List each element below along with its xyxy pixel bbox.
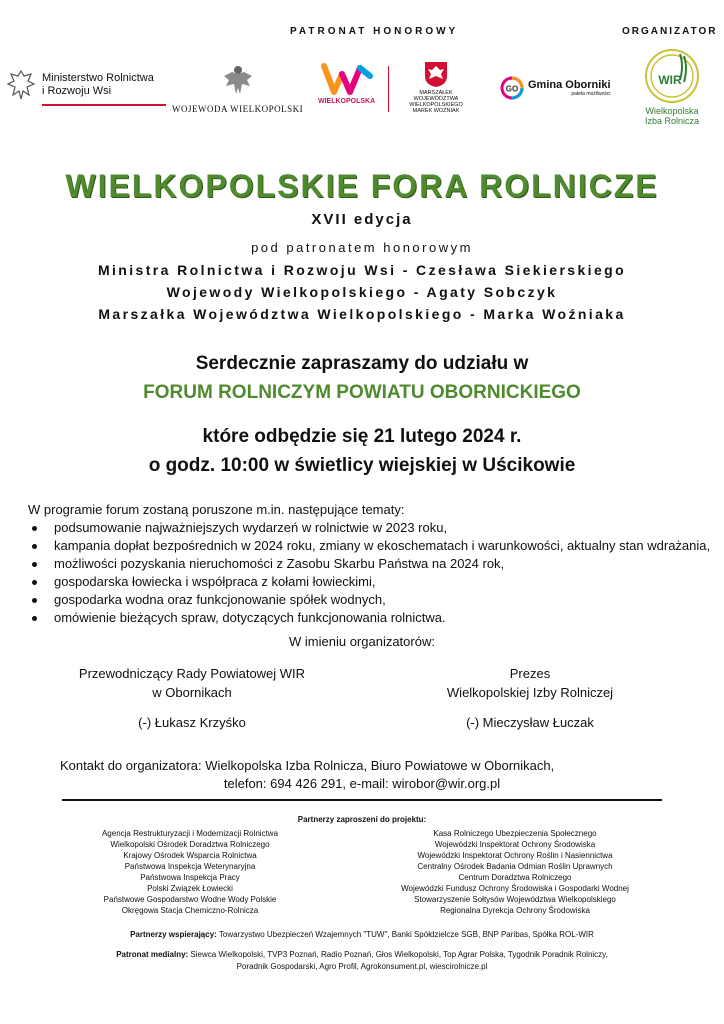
marszalek-line3: WIELKOPOLSKIEGO [409,102,463,108]
wheat-ring-icon [640,46,704,104]
white-eagle-icon [6,68,36,102]
topic-text: możliwości pozyskania nieruchomości z Zasobu Skarbu Państwa na 2024 rok, [54,556,505,571]
bullet-icon [32,526,37,531]
contact-line2: telefon: 694 426 291, e-mail: wirobor@wir.org.pl [223,776,501,791]
invitation-line: Serdecznie zapraszamy do udziału w [195,353,529,374]
left-signatory-title [62,664,322,702]
media-patronage [0,950,724,959]
edition-label: XVII edycja [311,211,413,228]
list-item: Centralny Ośrodek Badania Odmian Roślin Uprawnych [417,862,613,871]
list-item: Stowarzyszenie Sołtysów Województwa Wielkopolskiego [414,895,616,904]
marszalek-line4: MAREK WOŹNIAK [412,108,460,114]
ministry-name-line2: i Rozwoju Wsi [42,85,112,97]
list-item: Wojewódzki Fundusz Ochrony Środowiska i Gospodarki Wodnej [401,884,629,893]
media-label: Patronat medialny: [116,950,189,959]
divider-line [62,799,662,801]
wielkopolska-w-icon [320,62,374,96]
list-item: Kasa Rolniczego Ubezpieczenia Społecznego [433,829,597,838]
wir-name-line2: Izba Rolnicza [644,116,700,126]
wir-logo [640,46,704,126]
wojewoda-name: WOJEWODA WIELKOPOLSKI [172,104,304,114]
supporting-text: Towarzystwo Ubezpieczeń Wzajemnych "TUW", Banki Spółdzielcze SGB, BNP Paribas, Spółka ROL-WIR [216,930,594,939]
patron-minister: Ministra Rolnictwa i Rozwoju Wsi - Czesława Siekierskiego [97,262,627,278]
list-item: Polski Związek Łowiecki [147,884,233,893]
list-item: Wojewódzki Inspektorat Ochrony Środowiska [434,840,596,849]
topic-text: omówienie bieżących spraw, dotyczących funkcjonowania rolnictwa. [54,610,446,625]
patronage-intro: pod patronatem honorowym [251,240,473,255]
main-title: WIELKOPOLSKIE FORA ROLNICZE [65,168,659,204]
patron-marszalek: Marszałka Województwa Wielkopolskiego - Marka Woźniaka [98,306,626,322]
event-date: które odbędzie się 21 lutego 2024 r. [202,426,522,447]
go-ring-letters: GO [505,84,519,94]
marszalek-logo [404,60,468,114]
patronat-honorowy-label: PATRONAT HONOROWY [290,26,459,37]
program-intro: W programie forum zostaną poruszone m.in. następujące tematy: [28,502,405,517]
list-item: Państwowa Inspekcja Pracy [140,873,240,882]
list-item: Państwowa Inspekcja Weterynaryjna [124,862,256,871]
ministry-red-bar [42,104,166,106]
topic-text: gospodarka wodna oraz funkcjonowanie spółek wodnych, [54,592,386,607]
supporting-label: Partnerzy wspierający: [130,930,217,939]
ministry-name-line1: Ministerstwo Rolnictwa [42,72,154,84]
wielkopolska-label: WIELKOPOLSKA [318,98,376,105]
bullet-icon [32,580,37,585]
media-text-line2: Poradnik Gospodarski, Agro Profil, Agrokonsument.pl, wiescirolnicze.pl [236,962,488,971]
logo-divider [388,66,389,112]
list-item: Agencja Restrukturyzacji i Modernizacji Rolnictwa [101,829,279,838]
marszalek-line2: WOJEWÓDZTWA [413,96,459,102]
left-title-line1: Przewodniczący Rady Powiatowej WIR [78,666,306,681]
media-text-line1: Siewca Wielkopolski, TVP3 Poznań, Radio Poznań, Głos Wielkopolski, Top Agrar Polska, Tygodnik Poradnik Rolniczy, [188,950,608,959]
partners-list-left [40,828,340,916]
list-item: Krajowy Ośrodek Wsparcia Rolnictwa [123,851,257,860]
event-time-place: o godz. 10:00 w świetlicy wiejskiej w Uścikowie [148,455,576,476]
list-item [28,591,710,609]
list-item: Wojewódzki Inspektorat Ochrony Roślin i Nasiennictwa [417,851,613,860]
right-title-line2: Wielkopolskiej Izby Rolniczej [446,685,614,700]
eagle-emblem-icon [220,62,256,100]
red-shield-eagle-icon [423,60,449,88]
organizator-label: ORGANIZATOR [622,26,718,37]
forum-name: FORUM ROLNICZYM POWIATU OBORNICKIEGO [143,382,581,403]
bullet-icon [32,616,37,621]
bullet-icon [32,562,37,567]
gmina-tagline: paleta możliwości [571,90,611,97]
list-item [28,537,710,555]
list-item [28,609,710,627]
right-signatory-name: (-) Mieczysław Łuczak [466,715,594,730]
right-signatory-title [400,664,660,702]
topic-text: kampania dopłat bezpośrednich w 2024 roku, zmiany w ekoschematach i warunkowości, aktualny stan wdrażania, [54,538,711,553]
go-ring-icon [500,76,524,100]
topic-text: podsumowanie najważniejszych wydarzeń w rolnictwie w 2023 roku, [54,520,448,535]
gmina-name: Gmina Oborniki [528,78,611,91]
list-item: Państwowe Gospodarstwo Wodne Wody Polskie [103,895,277,904]
list-item [28,555,710,573]
wir-mark-text: WIR [658,73,682,87]
partners-list-right [360,828,670,916]
supporting-partners [0,930,724,939]
on-behalf-label: W imieniu organizatorów: [289,634,435,649]
patron-wojewoda: Wojewody Wielkopolskiego - Agaty Sobczyk [166,284,558,300]
contact-line1: Kontakt do organizatora: Wielkopolska Izba Rolnicza, Biuro Powiatowe w Obornikach, [60,758,555,773]
partners-header: Partnerzy zaproszeni do projektu: [297,815,427,824]
wir-name-line1: Wielkopolska [645,106,699,116]
gmina-oborniki-logo [500,76,611,100]
list-item: Centrum Doradztwa Rolniczego [458,873,572,882]
bullet-icon [32,598,37,603]
list-item: Okręgowa Stacja Chemiczno-Rolnicza [121,906,259,915]
left-signatory-name: (-) Łukasz Krzyśko [138,715,246,730]
list-item: Wielkopolski Ośrodek Doradztwa Rolniczego [110,840,270,849]
left-title-line2: w Obornikach [152,685,232,700]
list-item: Regionalna Dyrekcja Ochrony Środowiska [440,906,590,915]
topics-list [28,519,710,627]
wojewoda-logo [172,62,303,114]
ministry-agriculture-logo [6,68,154,102]
list-item [28,573,710,591]
list-item [28,519,710,537]
marszalek-line1: MARSZAŁEK [419,90,453,96]
wielkopolska-logo [318,62,375,105]
topic-text: gospodarska łowiecka i współpraca z kołami łowieckimi, [54,574,376,589]
bullet-icon [32,544,37,549]
right-title-line1: Prezes [509,666,551,681]
